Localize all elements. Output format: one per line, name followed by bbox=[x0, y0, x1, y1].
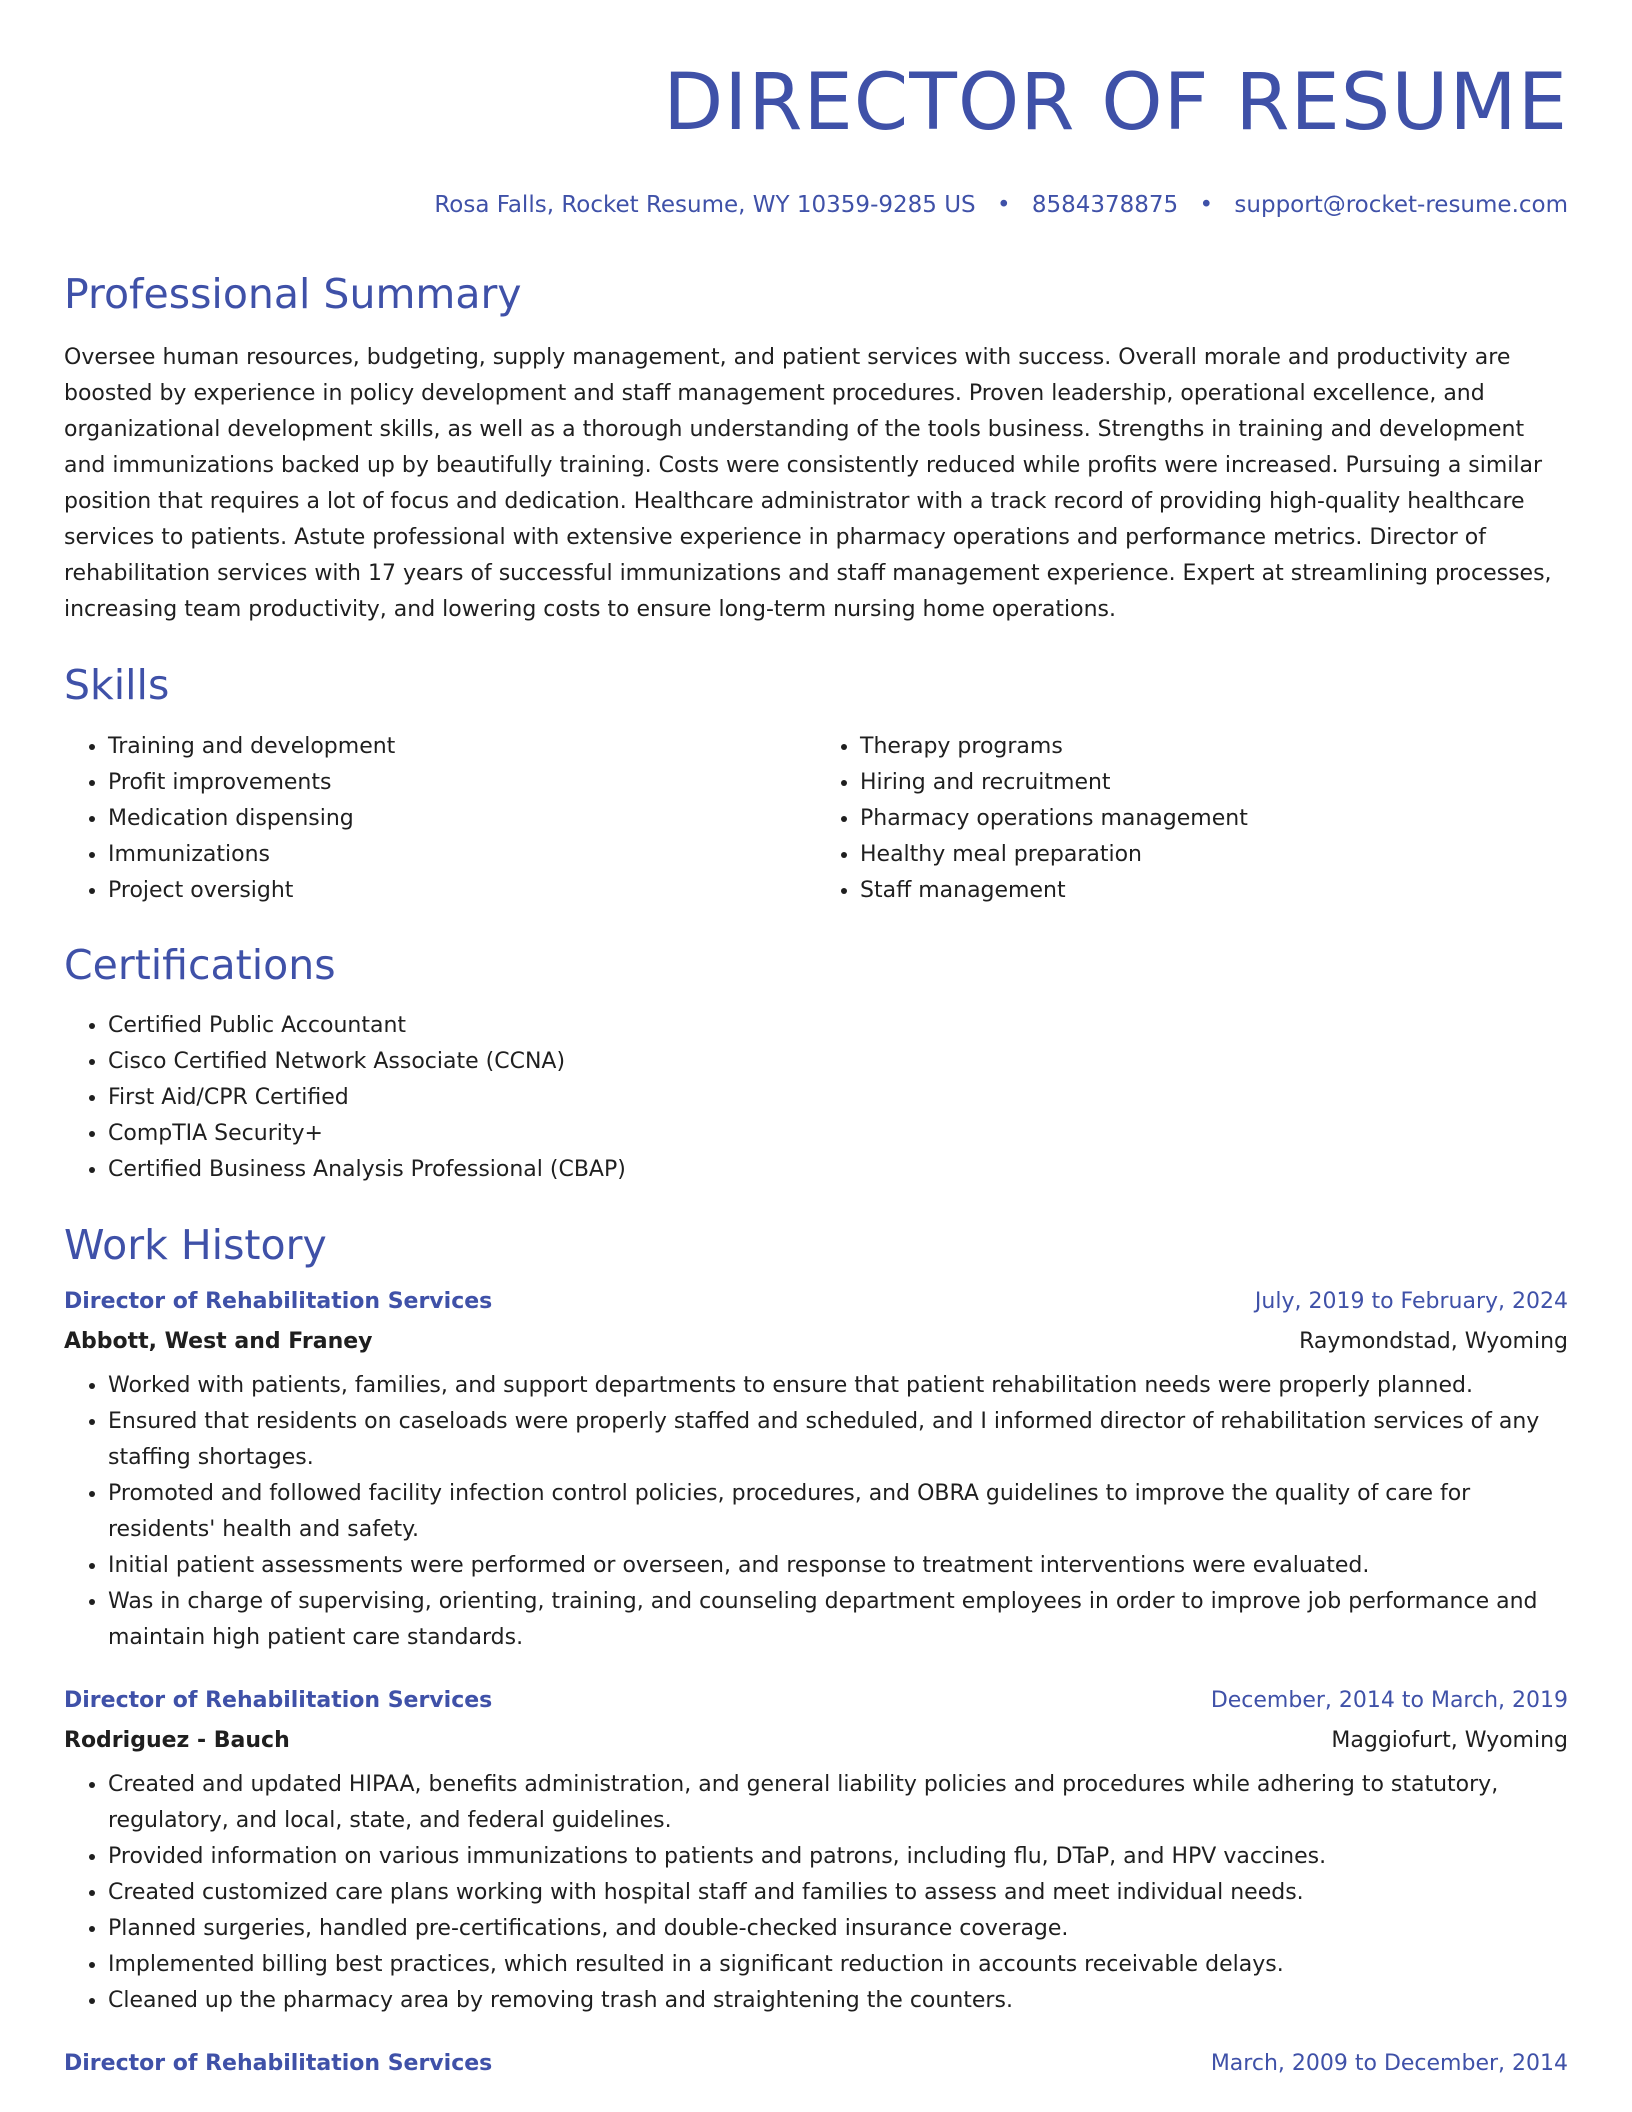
job-bullet: • Created customized care plans working with hospital staff and families to assess and meet individual needs. bbox=[108, 1875, 1568, 1911]
job-title: Director of Rehabilitation Services bbox=[64, 1289, 493, 1315]
job-bullet: • Planned surgeries, handled pre-certifications, and double-checked insurance coverage. bbox=[108, 1911, 1568, 1947]
certifications-heading: Certifications bbox=[64, 941, 336, 990]
job-bullet: • Created and updated HIPAA, benefits administration, and general liability policies and procedures while adhering to statutory, regulatory, and local, state, and federal guidelines. bbox=[108, 1767, 1568, 1839]
job-bullet: • Cleaned up the pharmacy area by removing trash and straightening the counters. bbox=[108, 1983, 1568, 2019]
certification-item: • Certified Public Accountant bbox=[108, 1008, 1568, 1044]
job-bullet: • Initial patient assessments were performed or overseen, and response to treatment interventions were evaluated. bbox=[108, 1548, 1568, 1584]
job-dates: March, 2009 to December, 2014 bbox=[1210, 2051, 1568, 2077]
job-title: Director of Rehabilitation Services bbox=[64, 2051, 493, 2077]
job-header bbox=[64, 1686, 1568, 1716]
skill-item: • Profit improvements bbox=[108, 765, 816, 801]
certification-item: • Cisco Certified Network Associate (CCNA) bbox=[108, 1044, 1568, 1080]
job-bullet: • Promoted and followed facility infection control policies, procedures, and OBRA guidelines to improve the quality of care for residents' health and safety. bbox=[108, 1476, 1568, 1548]
skill-item: • Immunizations bbox=[108, 837, 816, 873]
job-entry bbox=[64, 1686, 1568, 2019]
contact-address: Rosa Falls, Rocket Resume, WY 10359-9285 US bbox=[434, 192, 976, 219]
job-dates: July, 2019 to February, 2024 bbox=[1254, 1289, 1568, 1315]
job-header bbox=[64, 1287, 1568, 1317]
job-bullet: • Was in charge of supervising, orienting, training, and counseling department employees in order to improve job performance and maintain high patient care standards. bbox=[108, 1584, 1568, 1656]
skill-item: • Staff management bbox=[860, 873, 1568, 909]
work-history-heading: Work History bbox=[64, 1221, 327, 1270]
job-bullets bbox=[64, 1368, 1568, 1656]
job-location: Raymondstad, Wyoming bbox=[1299, 1329, 1568, 1355]
skill-item: • Training and development bbox=[108, 729, 816, 765]
resume-name: DIRECTOR OF RESUME bbox=[663, 58, 1568, 148]
job-employer: Rodriguez - Bauch bbox=[64, 1728, 290, 1754]
skill-item: • Pharmacy operations management bbox=[860, 801, 1568, 837]
job-location: Maggiofurt, Wyoming bbox=[1331, 1728, 1568, 1754]
contact-line bbox=[64, 194, 1568, 217]
contact-phone: 8584378875 bbox=[1031, 192, 1179, 219]
job-bullet: • Implemented billing best practices, which resulted in a significant reduction in accounts receivable delays. bbox=[108, 1947, 1568, 1983]
certifications-list bbox=[64, 1008, 1568, 1188]
skills-heading: Skills bbox=[64, 661, 170, 710]
contact-separator: • bbox=[1199, 192, 1214, 219]
skills-list-left bbox=[64, 729, 816, 909]
resume-page bbox=[64, 0, 1568, 2079]
skills-list-right bbox=[816, 729, 1568, 909]
contact-email: support@rocket-resume.com bbox=[1234, 192, 1568, 219]
summary-heading: Professional Summary bbox=[64, 270, 522, 319]
job-bullets bbox=[64, 1767, 1568, 2019]
job-bullet: • Worked with patients, families, and support departments to ensure that patient rehabilitation needs were properly planned. bbox=[108, 1368, 1568, 1404]
job-employer-row bbox=[64, 1327, 1568, 1357]
skill-item: • Therapy programs bbox=[860, 729, 1568, 765]
job-bullet: • Provided information on various immunizations to patients and patrons, including flu, DTaP, and HPV vaccines. bbox=[108, 1839, 1568, 1875]
certification-item: • CompTIA Security+ bbox=[108, 1116, 1568, 1152]
skill-item: • Medication dispensing bbox=[108, 801, 816, 837]
job-entry bbox=[64, 1287, 1568, 1656]
skill-item: • Hiring and recruitment bbox=[860, 765, 1568, 801]
summary-text: Oversee human resources, budgeting, supply management, and patient services with success. Overall morale and productivity are boosted by experience in policy development and staff management procedures. Proven leadership, operational excellence, and organizational development skills, as well as a thorough understanding of the tools business. Strengths in training and development and immunizations backed up by beautifully training. Costs were consistently reduced while profits were increased. Pursuing a similar position that requires a lot of focus and dedication. Healthcare administrator with a track record of providing high-quality healthcare services to patients. Astute professional with extensive experience in pharmacy operations and performance metrics. Director of rehabilitation services with 17 years of successful immunizations and staff management experience. Expert at streamlining processes, increasing team productivity, and lowering costs to ensure long-term nursing home operations. bbox=[64, 345, 1552, 623]
contact-separator: • bbox=[996, 192, 1011, 219]
job-bullet: • Ensured that residents on caseloads were properly staffed and scheduled, and I informed director of rehabilitation services of any staffing shortages. bbox=[108, 1404, 1568, 1476]
job-header bbox=[64, 2049, 1568, 2079]
certification-item: • First Aid/CPR Certified bbox=[108, 1080, 1568, 1116]
job-dates: December, 2014 to March, 2019 bbox=[1210, 1688, 1568, 1714]
job-title: Director of Rehabilitation Services bbox=[64, 1688, 493, 1714]
job-employer-row bbox=[64, 1726, 1568, 1756]
skill-item: • Healthy meal preparation bbox=[860, 837, 1568, 873]
skills-columns bbox=[64, 729, 1568, 909]
skill-item: • Project oversight bbox=[108, 873, 816, 909]
job-employer: Abbott, West and Franey bbox=[64, 1329, 373, 1355]
job-entry bbox=[64, 2049, 1568, 2079]
certification-item: • Certified Business Analysis Professional (CBAP) bbox=[108, 1152, 1568, 1188]
